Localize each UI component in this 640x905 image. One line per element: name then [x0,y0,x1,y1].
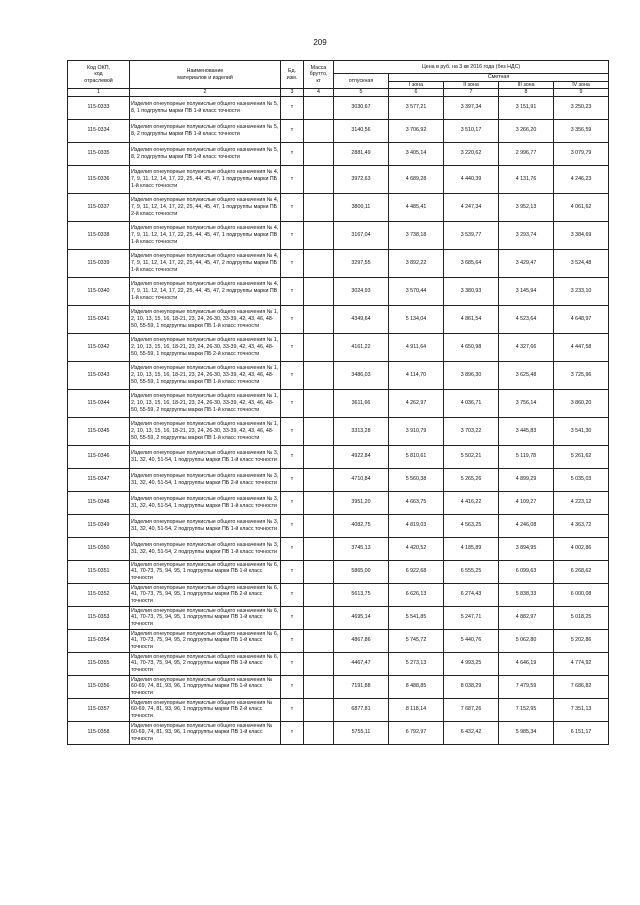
item-code: 115-0346 [68,445,130,468]
column-number: 1 [68,89,130,97]
item-name: Изделия огнеупорные полукислые общего назначения № 6, 41, 70-73, 75, 94, 95, 2 подгруппы марки ПБ 1-й класс точности [130,629,281,652]
price-table [67,60,609,745]
zone-1-price: 4 689,28 [389,165,444,193]
zone-3-price: 3 151,91 [499,96,554,119]
item-name: Изделия огнеупорные полукислые общего назначения № 3, 31, 32, 40, 51-54, 1 подгруппы марки ПВ 1-й класс точности [130,491,281,514]
zone-4-price: 4 447,58 [554,333,609,361]
zone-2-price: 3 220,62 [444,142,499,165]
table-row [68,675,609,698]
header-zone-3: III зона [499,81,554,89]
item-mass [304,491,334,514]
table-row [68,417,609,445]
zone-2-price: 3 510,17 [444,119,499,142]
item-code: 115-0342 [68,333,130,361]
item-mass [304,417,334,445]
zone-4-price: 4 363,72 [554,514,609,537]
zone-3-price: 4 109,27 [499,491,554,514]
item-unit: т [281,165,304,193]
column-number: 4 [304,89,334,97]
item-unit: т [281,606,304,629]
item-code: 115-0357 [68,698,130,721]
release-price: 3313,28 [334,417,389,445]
item-unit: т [281,119,304,142]
item-unit: т [281,514,304,537]
zone-4-price: 3 384,69 [554,221,609,249]
item-name: Изделия огнеупорные полукислые общего назначения № 1, 2, 10, 13, 15, 16, 18-21, 23, 24, 26-30, 33-39, 42, 43, 46, 48-50, 55-59, 1 подгруппы марки ПБ 1-й класс точности [130,305,281,333]
page-number: 209 [313,38,327,47]
release-price: 4467,47 [334,652,389,675]
zone-1-price: 8 118,14 [389,698,444,721]
header-zone-4: IV зона [554,81,609,89]
column-number: 8 [499,89,554,97]
zone-2-price: 3 397,34 [444,96,499,119]
zone-4-price: 4 648,97 [554,305,609,333]
zone-3-price: 4 327,66 [499,333,554,361]
item-unit: т [281,361,304,389]
item-name: Изделия огнеупорные полукислые общего назначения № 3, 31, 32, 40, 51-54, 1 подгруппы марки ПБ 2-й класс точности [130,468,281,491]
zone-4-price: 3 079,79 [554,142,609,165]
item-name: Изделия огнеупорные полукислые общего назначения № 4, 7, 9, 11, 12, 14, 17, 22, 25, 44, 45, 47, 1 подгруппы марки ПБ 2-й класс точности [130,193,281,221]
zone-3-price: 3 445,83 [499,417,554,445]
zone-2-price: 5 247,71 [444,606,499,629]
item-mass [304,142,334,165]
item-code: 115-0341 [68,305,130,333]
zone-4-price: 3 541,30 [554,417,609,445]
item-mass [304,305,334,333]
table-row [68,361,609,389]
zone-3-price: 5 119,78 [499,445,554,468]
zone-2-price: 6 555,25 [444,560,499,583]
zone-4-price: 3 524,48 [554,249,609,277]
zone-3-price: 4 882,97 [499,606,554,629]
column-numbers-row [68,89,609,97]
release-price: 3486,03 [334,361,389,389]
release-price: 3167,04 [334,221,389,249]
item-mass [304,537,334,560]
zone-4-price: 3 860,20 [554,389,609,417]
item-unit: т [281,142,304,165]
table-row [68,698,609,721]
zone-1-price: 6 792,97 [389,721,444,744]
item-mass [304,468,334,491]
zone-1-price: 4 485,41 [389,193,444,221]
table-row [68,142,609,165]
release-price: 4695,14 [334,606,389,629]
item-unit: т [281,305,304,333]
release-price: 3972,63 [334,165,389,193]
zone-4-price: 5 035,03 [554,468,609,491]
item-mass [304,96,334,119]
zone-2-price: 4 861,54 [444,305,499,333]
zone-4-price: 5 018,25 [554,606,609,629]
item-mass [304,389,334,417]
item-code: 115-0350 [68,537,130,560]
release-price: 4161,22 [334,333,389,361]
item-unit: т [281,249,304,277]
zone-1-price: 8 488,85 [389,675,444,698]
zone-2-price: 3 685,64 [444,249,499,277]
item-mass [304,514,334,537]
table-row [68,221,609,249]
item-mass [304,119,334,142]
item-name: Изделия огнеупорные полукислые общего назначения № 60-69, 74, 81, 93, 96, 1 подгруппы марки ПБ 2-й класс точности [130,698,281,721]
zone-4-price: 4 002,86 [554,537,609,560]
release-price: 3297,55 [334,249,389,277]
release-price: 4922,84 [334,445,389,468]
header-estimate: Сметная [389,74,609,82]
zone-3-price: 3 894,95 [499,537,554,560]
zone-2-price: 8 038,29 [444,675,499,698]
table-row [68,514,609,537]
item-unit: т [281,491,304,514]
item-name: Изделия огнеупорные полукислые общего назначения № 1, 2, 10, 13, 15, 16, 18-21, 23, 24, 26-30, 33-39, 42, 43, 46, 48-50, 55-59, 1 подгруппы марки ПВ 1-й класс точности [130,361,281,389]
item-mass [304,721,334,744]
item-unit: т [281,389,304,417]
zone-2-price: 4 993,25 [444,652,499,675]
release-price: 3140,56 [334,119,389,142]
item-mass [304,221,334,249]
item-mass [304,629,334,652]
zone-2-price: 4 416,22 [444,491,499,514]
release-price: 4710,84 [334,468,389,491]
item-code: 115-0333 [68,96,130,119]
zone-4-price: 4 774,92 [554,652,609,675]
item-code: 115-0356 [68,675,130,698]
zone-4-price: 7 686,82 [554,675,609,698]
table-row [68,96,609,119]
item-mass [304,698,334,721]
zone-1-price: 3 405,14 [389,142,444,165]
item-unit: т [281,333,304,361]
column-number: 3 [281,89,304,97]
table-row [68,652,609,675]
zone-4-price: 3 356,59 [554,119,609,142]
zone-3-price: 3 429,47 [499,249,554,277]
item-code: 115-0336 [68,165,130,193]
zone-1-price: 4 819,03 [389,514,444,537]
zone-2-price: 5 502,21 [444,445,499,468]
item-name: Изделия огнеупорные полукислые общего назначения № 5, 8, 2 подгруппы марки ПВ 1-й класс точности [130,119,281,142]
table-row [68,583,609,606]
header-name: Наименование материалов и изделий [130,61,281,89]
column-number: 7 [444,89,499,97]
zone-3-price: 3 756,14 [499,389,554,417]
zone-1-price: 3 706,92 [389,119,444,142]
item-mass [304,361,334,389]
zone-4-price: 3 725,96 [554,361,609,389]
item-unit: т [281,445,304,468]
item-name: Изделия огнеупорные полукислые общего назначения № 60-69, 74, 81, 93, 96, 1 подгруппы марки ПБ 1-й класс точности [130,675,281,698]
zone-3-price: 3 293,74 [499,221,554,249]
zone-3-price: 4 523,64 [499,305,554,333]
item-code: 115-0354 [68,629,130,652]
item-unit: т [281,96,304,119]
zone-3-price: 6 099,63 [499,560,554,583]
table-row [68,333,609,361]
table-row [68,537,609,560]
item-name: Изделия огнеупорные полукислые общего назначения № 4, 7, 9, 11, 12, 14, 17, 22, 25, 44, 45, 47, 2 подгруппы марки ПБ 1-й класс точности [130,249,281,277]
table-row [68,305,609,333]
item-name: Изделия огнеупорные полукислые общего назначения № 6, 41, 70-73, 75, 94, 95, 1 подгруппы марки ПБ 2-й класс точности [130,583,281,606]
column-number: 6 [389,89,444,97]
zone-3-price: 7 479,59 [499,675,554,698]
item-code: 115-0353 [68,606,130,629]
header-price-title: Цена в руб. на 3 кв 2016 года (без НДС) [334,61,609,74]
release-price: 5755,11 [334,721,389,744]
header-zone-2: II зона [444,81,499,89]
zone-1-price: 3 910,79 [389,417,444,445]
release-price: 3024,93 [334,277,389,305]
item-mass [304,445,334,468]
zone-1-price: 5 745,72 [389,629,444,652]
item-code: 115-0355 [68,652,130,675]
header-code: Код ОКП, код отраслевой [68,61,130,89]
release-price: 3611,66 [334,389,389,417]
zone-1-price: 3 570,44 [389,277,444,305]
release-price: 4867,86 [334,629,389,652]
zone-3-price: 3 266,20 [499,119,554,142]
zone-3-price: 3 145,94 [499,277,554,305]
zone-4-price: 3 233,10 [554,277,609,305]
zone-3-price: 5 838,33 [499,583,554,606]
header-release: отпускная [334,74,389,89]
header-zone-1: I зона [389,81,444,89]
zone-1-price: 5 273,13 [389,652,444,675]
item-name: Изделия огнеупорные полукислые общего назначения № 6, 41, 70-73, 75, 94, 95, 1 подгруппы марки ПБ 1-й класс точности [130,560,281,583]
release-price: 4082,75 [334,514,389,537]
zone-1-price: 4 262,97 [389,389,444,417]
item-mass [304,333,334,361]
zone-2-price: 4 440,39 [444,165,499,193]
zone-4-price: 3 250,23 [554,96,609,119]
item-unit: т [281,277,304,305]
column-number: 2 [130,89,281,97]
item-mass [304,193,334,221]
zone-4-price: 5 202,86 [554,629,609,652]
zone-4-price: 7 351,13 [554,698,609,721]
zone-2-price: 5 440,76 [444,629,499,652]
item-name: Изделия огнеупорные полукислые общего назначения № 4, 7, 9, 11, 12, 14, 17, 22, 25, 44, 45, 47, 2 подгруппы марки ПВ 1-й класс точности [130,277,281,305]
item-code: 115-0334 [68,119,130,142]
table-row [68,165,609,193]
item-unit: т [281,560,304,583]
zone-1-price: 5 560,38 [389,468,444,491]
item-name: Изделия огнеупорные полукислые общего назначения № 6, 41, 70-73, 75, 94, 95, 1 подгруппы марки ПВ 1-й класс точности [130,606,281,629]
item-code: 115-0349 [68,514,130,537]
zone-4-price: 4 061,62 [554,193,609,221]
item-code: 115-0335 [68,142,130,165]
item-unit: т [281,193,304,221]
item-name: Изделия огнеупорные полукислые общего назначения № 1, 2, 10, 13, 15, 16, 18-21, 23, 24, 26-30, 33-39, 42, 43, 46, 48-50, 55-59, 1 подгруппы марки ПБ 2-й класс точности [130,333,281,361]
item-unit: т [281,537,304,560]
zone-3-price: 2 996,77 [499,142,554,165]
zone-4-price: 4 246,23 [554,165,609,193]
item-name: Изделия огнеупорные полукислые общего назначения № 3, 31, 32, 40, 51-54, 2 подгруппы марки ПБ 1-й класс точности [130,514,281,537]
release-price: 2881,49 [334,142,389,165]
item-mass [304,560,334,583]
zone-3-price: 5 062,80 [499,629,554,652]
header-unit: Ед. изм. [281,61,304,89]
column-number: 5 [334,89,389,97]
release-price: 7191,88 [334,675,389,698]
item-mass [304,249,334,277]
item-mass [304,675,334,698]
zone-1-price: 4 911,64 [389,333,444,361]
item-name: Изделия огнеупорные полукислые общего назначения № 5, 8, 1 подгруппы марки ПВ 1-й класс точности [130,96,281,119]
zone-1-price: 5 810,61 [389,445,444,468]
item-unit: т [281,221,304,249]
table-row [68,249,609,277]
zone-1-price: 4 420,52 [389,537,444,560]
release-price: 6877,81 [334,698,389,721]
item-code: 115-0345 [68,417,130,445]
zone-2-price: 7 687,26 [444,698,499,721]
zone-3-price: 3 625,48 [499,361,554,389]
item-unit: т [281,583,304,606]
table-row [68,606,609,629]
item-name: Изделия огнеупорные полукислые общего назначения № 4, 7, 9, 11, 12, 14, 17, 22, 25, 44, 45, 47, 1 подгруппы марки ПБ 1-й класс точности [130,165,281,193]
zone-2-price: 4 185,89 [444,537,499,560]
table-row [68,721,609,744]
item-code: 115-0351 [68,560,130,583]
item-name: Изделия огнеупорные полукислые общего назначения № 5, 8, 2 подгруппы марки ПВ 1-й класс точности [130,142,281,165]
item-name: Изделия огнеупорные полукислые общего назначения № 1, 2, 10, 13, 15, 16, 18-21, 23, 24, 26-30, 33-39, 42, 43, 46, 48-50, 55-59, 2 подгруппы марки ПВ 1-й класс точности [130,417,281,445]
release-price: 3800,11 [334,193,389,221]
item-unit: т [281,721,304,744]
release-price: 3030,67 [334,96,389,119]
zone-4-price: 5 261,62 [554,445,609,468]
item-code: 115-0352 [68,583,130,606]
zone-1-price: 5 541,85 [389,606,444,629]
item-unit: т [281,698,304,721]
zone-2-price: 4 650,98 [444,333,499,361]
table-row [68,277,609,305]
item-name: Изделия огнеупорные полукислые общего назначения № 4, 7, 9, 11, 12, 14, 17, 22, 25, 44, 45, 47, 1 подгруппы марки ПВ 1-й класс точности [130,221,281,249]
zone-1-price: 3 738,18 [389,221,444,249]
zone-3-price: 4 246,08 [499,514,554,537]
zone-1-price: 6 626,13 [389,583,444,606]
zone-4-price: 6 000,08 [554,583,609,606]
zone-2-price: 3 380,93 [444,277,499,305]
item-mass [304,606,334,629]
item-name: Изделия огнеупорные полукислые общего назначения № 3, 31, 32, 40, 51-54, 2 подгруппы марки ПВ 1-й класс точности [130,537,281,560]
table-row [68,491,609,514]
zone-4-price: 6 268,62 [554,560,609,583]
zone-2-price: 3 896,30 [444,361,499,389]
release-price: 3951,20 [334,491,389,514]
zone-2-price: 5 265,26 [444,468,499,491]
item-code: 115-0344 [68,389,130,417]
table-row [68,445,609,468]
item-mass [304,652,334,675]
zone-1-price: 5 134,04 [389,305,444,333]
item-code: 115-0340 [68,277,130,305]
item-code: 115-0348 [68,491,130,514]
item-unit: т [281,675,304,698]
zone-3-price: 5 985,34 [499,721,554,744]
zone-3-price: 4 899,29 [499,468,554,491]
zone-1-price: 3 577,21 [389,96,444,119]
zone-2-price: 3 703,22 [444,417,499,445]
table-row [68,119,609,142]
item-unit: т [281,417,304,445]
zone-3-price: 4 131,76 [499,165,554,193]
table-row [68,389,609,417]
release-price: 5865,00 [334,560,389,583]
zone-2-price: 6 274,43 [444,583,499,606]
zone-1-price: 3 892,22 [389,249,444,277]
item-name: Изделия огнеупорные полукислые общего назначения № 3, 31, 32, 40, 51-54, 1 подгруппы марки ПБ 1-й класс точности [130,445,281,468]
item-mass [304,277,334,305]
zone-2-price: 3 539,77 [444,221,499,249]
zone-1-price: 4 114,70 [389,361,444,389]
zone-2-price: 4 036,71 [444,389,499,417]
release-price: 5613,75 [334,583,389,606]
zone-4-price: 6 151,17 [554,721,609,744]
zone-3-price: 4 646,19 [499,652,554,675]
table-row [68,193,609,221]
table-row [68,468,609,491]
zone-2-price: 6 432,42 [444,721,499,744]
zone-2-price: 4 563,25 [444,514,499,537]
item-code: 115-0339 [68,249,130,277]
zone-1-price: 4 663,75 [389,491,444,514]
zone-1-price: 6 922,68 [389,560,444,583]
item-name: Изделия огнеупорные полукислые общего назначения № 6, 41, 70-73, 75, 94, 95, 2 подгруппы марки ПВ 1-й класс точности [130,652,281,675]
item-code: 115-0347 [68,468,130,491]
item-code: 115-0338 [68,221,130,249]
zone-3-price: 3 952,13 [499,193,554,221]
release-price: 3745,13 [334,537,389,560]
header-mass: Масса брутто, кг [304,61,334,89]
zone-2-price: 4 247,34 [444,193,499,221]
item-mass [304,583,334,606]
release-price: 4349,64 [334,305,389,333]
zone-3-price: 7 152,95 [499,698,554,721]
item-code: 115-0337 [68,193,130,221]
column-number: 9 [554,89,609,97]
item-name: Изделия огнеупорные полукислые общего назначения № 60-69, 74, 81, 93, 96, 1 подгруппы марки ПВ 1-й класс точности [130,721,281,744]
table-body [68,96,609,744]
table-row [68,629,609,652]
item-unit: т [281,629,304,652]
item-name: Изделия огнеупорные полукислые общего назначения № 1, 2, 10, 13, 15, 16, 18-21, 23, 24, 26-30, 33-39, 42, 43, 46, 48-50, 55-59, 2 подгруппы марки ПБ 1-й класс точности [130,389,281,417]
item-unit: т [281,652,304,675]
table-row [68,560,609,583]
item-code: 115-0343 [68,361,130,389]
item-unit: т [281,468,304,491]
zone-4-price: 4 223,12 [554,491,609,514]
item-code: 115-0358 [68,721,130,744]
item-mass [304,165,334,193]
